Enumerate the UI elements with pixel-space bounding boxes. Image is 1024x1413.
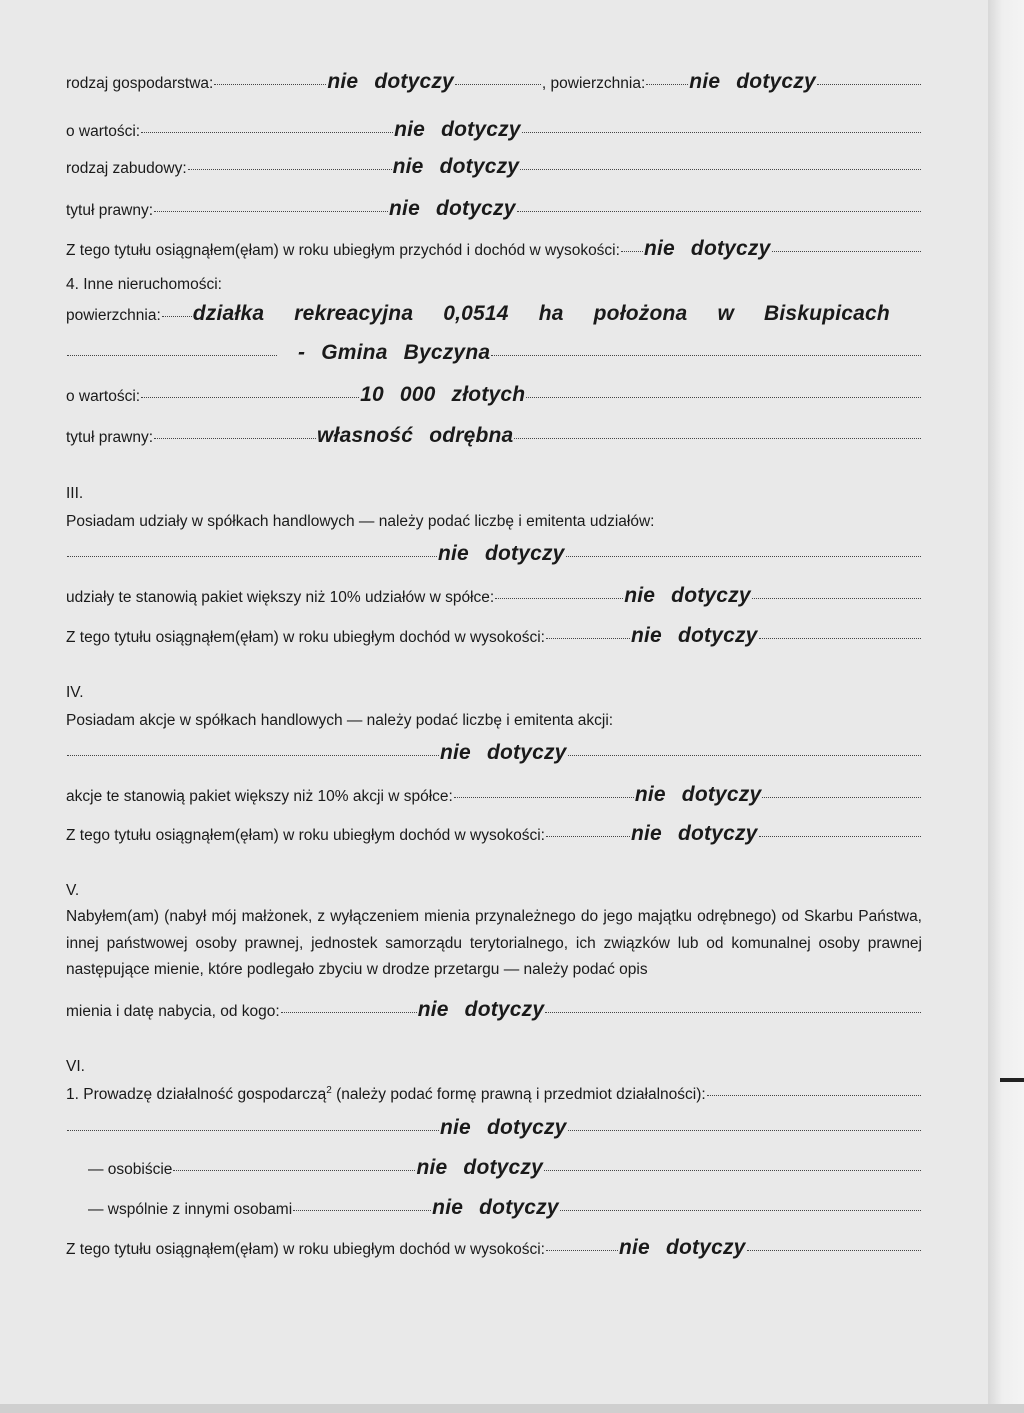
other-area-line <box>66 302 922 326</box>
building-type-label: rodzaj zabudowy: <box>66 160 187 177</box>
shares-value: nie dotyczy <box>438 542 565 565</box>
farm-area-value: nie dotyczy <box>689 70 816 93</box>
other-area-label: powierzchnia: <box>66 307 161 324</box>
section-v-paragraph: Nabyłem(am) (nabył mój małżonek, z wyłączeniem mienia przynależnego do jego majątku odrębnego) od Skarbu Państwa, innej państwowej osoby prawnej, jednostek samorządu terytorialnego, ich związków lub od komunalnej osoby prawnej następujące mienie, które podlegało zbyciu w drodze przetargu — należy podać opis <box>66 908 922 978</box>
section-iii-heading: III. <box>66 485 84 502</box>
stocks-income-line <box>66 822 922 846</box>
farm-title-label: tytuł prawny: <box>66 202 154 219</box>
business-income-label: Z tego tytułu osiągnąłem(ęłam) w roku ubiegłym dochód w wysokości: <box>66 1241 545 1258</box>
section-iv-intro: Posiadam akcje w spółkach handlowych — należy podać liczbę i emitenta akcji: <box>66 712 614 729</box>
section-iii-intro: Posiadam udziały w spółkach handlowych — należy podać liczbę i emitenta udziałów: <box>66 513 655 530</box>
stocks-pct-line <box>66 783 922 807</box>
farm-type-line <box>66 70 922 94</box>
farm-type-label: rodzaj gospodarstwa: <box>66 75 214 92</box>
shares-income-value: nie dotyczy <box>631 624 758 647</box>
shares-pct-line <box>66 584 922 608</box>
business-joint-value: nie dotyczy <box>432 1196 559 1219</box>
other-area-value: działka rekreacyjna 0,0514 ha położona w Biskupicach <box>192 302 890 325</box>
farm-title-value: nie dotyczy <box>389 197 516 220</box>
section-iv-heading: IV. <box>66 684 84 701</box>
stocks-income-value: nie dotyczy <box>631 822 758 845</box>
page-bottom-edge <box>0 1404 1024 1413</box>
other-title-value: własność odrębna <box>317 424 514 447</box>
farm-income-line <box>66 237 922 261</box>
farm-type-value: nie dotyczy <box>327 70 454 93</box>
other-worth-line <box>66 383 922 407</box>
stocks-pct-value: nie dotyczy <box>634 783 762 806</box>
farm-worth-line <box>66 118 922 142</box>
other-property-heading: 4. Inne nieruchomości: <box>66 276 222 293</box>
page-edge <box>988 0 1024 1413</box>
farm-worth-value: nie dotyczy <box>394 118 521 141</box>
other-title-line <box>66 424 922 448</box>
farm-income-label: Z tego tytułu osiągnąłem(ęłam) w roku ubiegłym przychód i dochód w wysokości: <box>66 242 620 259</box>
farm-worth-label: o wartości: <box>66 123 141 140</box>
shares-pct-value: nie dotyczy <box>624 584 751 607</box>
shares-value-line <box>66 542 922 566</box>
other-area-cont-line <box>66 341 922 365</box>
acquired-property-label: mienia i datę nabycia, od kogo: <box>66 1003 280 1020</box>
business-value-line <box>66 1116 922 1140</box>
other-area-value-cont: - Gmina Byczyna <box>298 341 491 364</box>
other-title-label: tytuł prawny: <box>66 429 154 446</box>
section-vi-heading: VI. <box>66 1058 85 1075</box>
business-income-line <box>66 1236 922 1260</box>
shares-pct-label: udziały te stanowią pakiet większy niż 10% udziałów w spółce: <box>66 589 495 606</box>
stocks-pct-label: akcje te stanowią pakiet większy niż 10% akcji w spółce: <box>66 788 453 805</box>
farm-income-value: nie dotyczy <box>643 237 771 260</box>
scan-edge-mark <box>1000 1078 1024 1082</box>
business-income-value: nie dotyczy <box>619 1236 746 1259</box>
building-type-value: nie dotyczy <box>392 155 520 178</box>
stocks-income-label: Z tego tytułu osiągnąłem(ęłam) w roku ubiegłym dochód w wysokości: <box>66 827 545 844</box>
business-joint-line <box>88 1196 922 1220</box>
stocks-value: nie dotyczy <box>440 741 567 764</box>
business-value: nie dotyczy <box>440 1116 567 1139</box>
shares-income-label: Z tego tytułu osiągnąłem(ęłam) w roku ubiegłym dochód w wysokości: <box>66 629 545 646</box>
stocks-value-line <box>66 741 922 765</box>
other-worth-value: 10 000 złotych <box>360 383 526 406</box>
business-label: 1. Prowadzę działalność gospodarczą$^2$ (należy podać formę prawną i przedmiot działalności): <box>66 1085 706 1104</box>
section-v-heading: V. <box>66 882 80 899</box>
other-worth-label: o wartości: <box>66 388 141 405</box>
acquired-property-value: nie dotyczy <box>417 998 545 1021</box>
farm-title-line <box>66 197 922 221</box>
business-personal-label: — osobiście <box>88 1161 173 1178</box>
business-line <box>66 1085 922 1104</box>
acquired-property-line <box>66 998 922 1022</box>
business-personal-line <box>88 1156 922 1180</box>
building-type-line <box>66 155 922 179</box>
business-joint-label: — wspólnie z innymi osobami <box>88 1201 293 1218</box>
business-personal-value: nie dotyczy <box>416 1156 543 1179</box>
shares-income-line <box>66 624 922 648</box>
farm-area-label: , powierzchnia: <box>541 75 646 92</box>
